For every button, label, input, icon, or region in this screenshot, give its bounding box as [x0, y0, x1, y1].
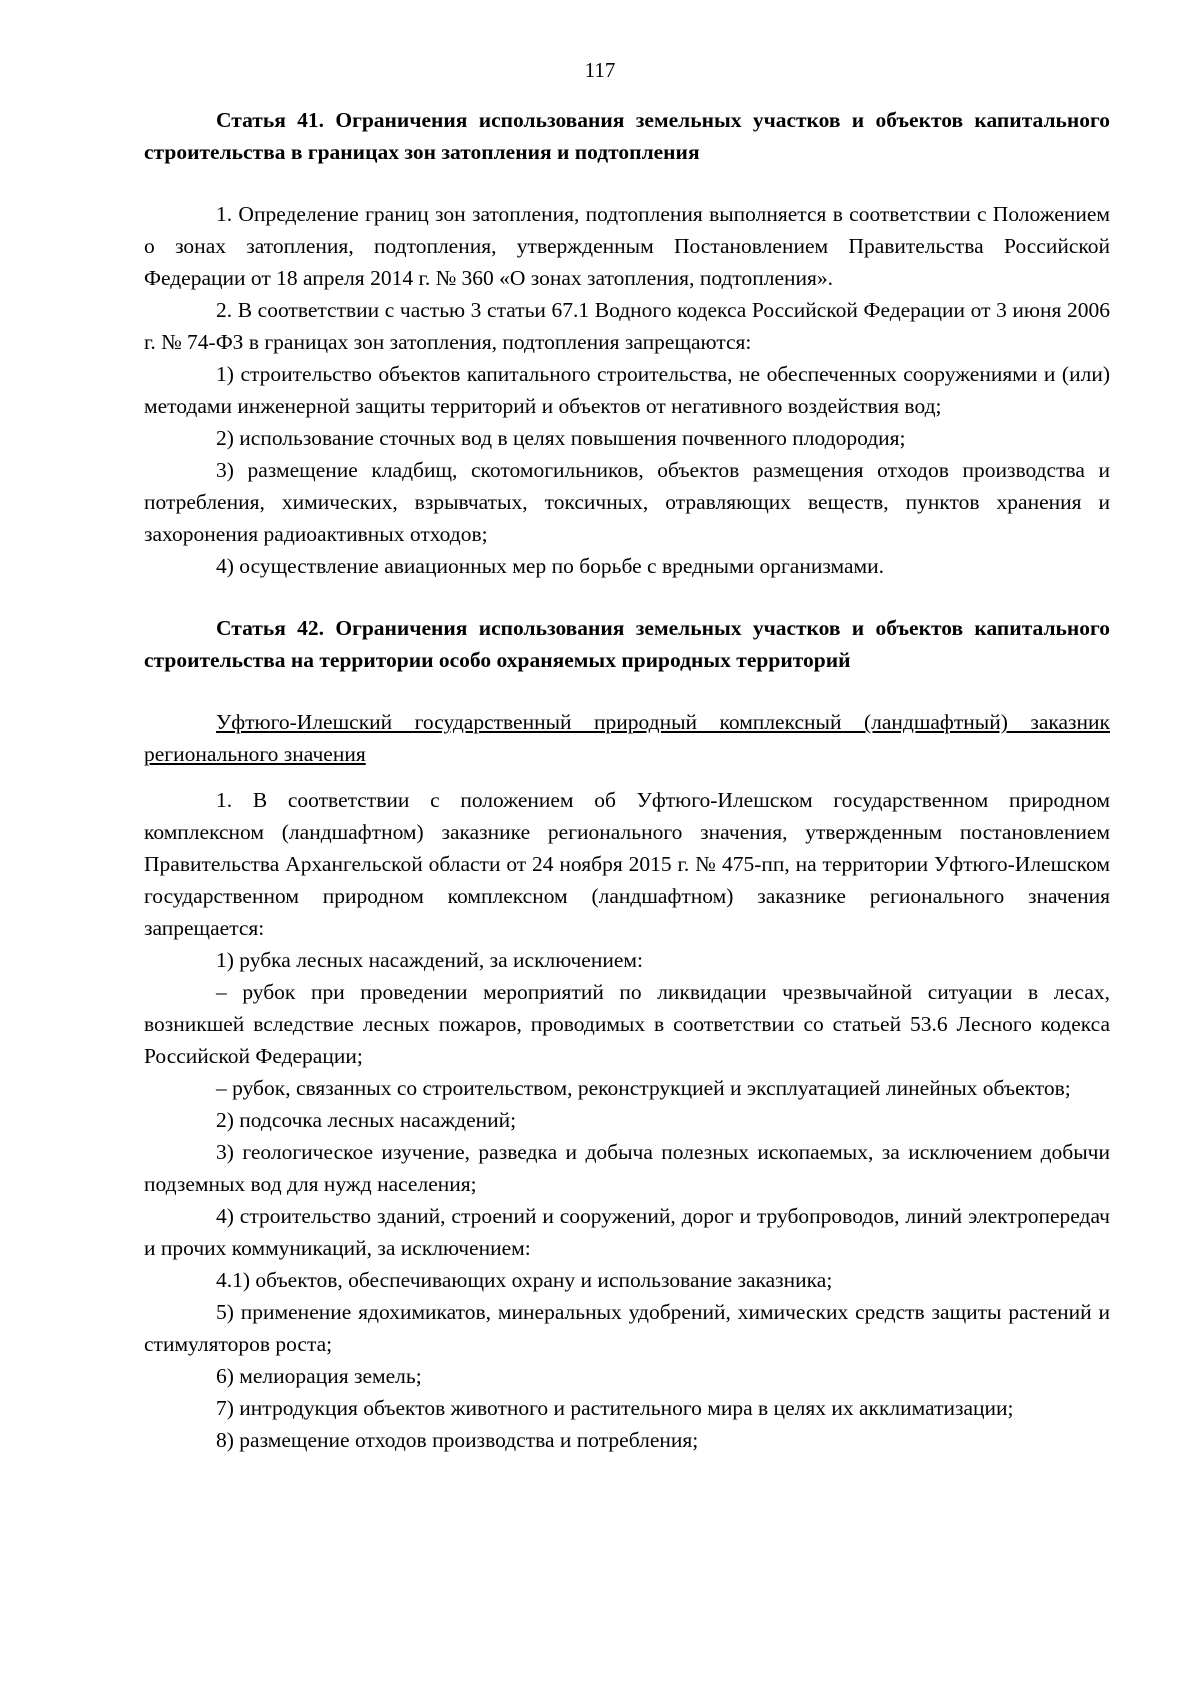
- article-42-paragraph: 6) мелиорация земель;: [216, 1364, 422, 1388]
- article-41-paragraph: 2) использование сточных вод в целях повышения почвенного плодородия;: [216, 426, 906, 450]
- article-41-paragraph: 2. В соответствии с частью 3 статьи 67.1 Водного кодекса Российской Федерации от 3 июня 2006 г. № 74-ФЗ в границах зон затопления, подтопления запрещаются:: [144, 298, 1110, 354]
- article-42-paragraph: 4) строительство зданий, строений и сооружений, дорог и трубопроводов, линий электропередач и прочих коммуникаций, за исключением:: [144, 1204, 1110, 1260]
- article-41-paragraph: 4) осуществление авиационных мер по борьбе с вредными организмами.: [216, 554, 885, 578]
- article-42-paragraph: 2) подсочка лесных насаждений;: [216, 1108, 517, 1132]
- article-42: [144, 612, 1110, 1456]
- article-42-title: Статья 42. Ограничения использования земельных участков и объектов капитального строительства на территории особо охраняемых природных территорий: [144, 616, 1110, 672]
- article-42-paragraph: 3) геологическое изучение, разведка и добыча полезных ископаемых, за исключением добычи подземных вод для нужд населения;: [144, 1140, 1110, 1196]
- article-41-paragraph: 3) размещение кладбищ, скотомогильников, объектов размещения отходов производства и потребления, химических, взрывчатых, токсичных, отравляющих веществ, пунктов хранения и захоронения радиоактивных отходов;: [144, 458, 1110, 546]
- article-42-paragraph: 1. В соответствии с положением об Уфтюго-Илешском государственном природном комплексном (ландшафтном) заказнике регионального значения, утвержденным постановлением Правительства Архангельской области от 24 ноября 2015 г. № 475-пп, на территории Уфтюго-Илешском государственном природном комплексном (ландшафтном) заказнике регионального значения запрещается:: [144, 788, 1110, 940]
- article-42-paragraph: 4.1) объектов, обеспечивающих охрану и использование заказника;: [216, 1268, 833, 1292]
- article-41: [144, 104, 1110, 582]
- article-42-paragraph: 7) интродукция объектов животного и растительного мира в целях их акклиматизации;: [216, 1396, 1014, 1420]
- page-number: 117: [584, 58, 616, 82]
- article-42-paragraph: 8) размещение отходов производства и потребления;: [216, 1428, 699, 1452]
- article-42-paragraph: – рубок при проведении мероприятий по ликвидации чрезвычайной ситуации в лесах, возникшей вследствие лесных пожаров, проводимых в соответствии со статьей 53.6 Лесного кодекса Российской Федерации;: [144, 980, 1110, 1068]
- article-41-paragraph: 1) строительство объектов капитального строительства, не обеспеченных сооружениями и (или) методами инженерной защиты территорий и объектов от негативного воздействия вод;: [144, 362, 1110, 418]
- article-42-paragraph: 5) применение ядохимикатов, минеральных удобрений, химических средств защиты растений и стимуляторов роста;: [144, 1300, 1110, 1356]
- article-41-title: Статья 41. Ограничения использования земельных участков и объектов капитального строительства в границах зон затопления и подтопления: [144, 108, 1110, 164]
- article-42-paragraph: 1) рубка лесных насаждений, за исключением:: [216, 948, 643, 972]
- document-body: [144, 104, 1110, 1456]
- reserve-subheading: Уфтюго-Илешский государственный природный комплексный (ландшафтный) заказник регионального значения: [144, 710, 1110, 766]
- article-41-paragraph: 1. Определение границ зон затопления, подтопления выполняется в соответствии с Положением о зонах затопления, подтопления, утвержденным Постановлением Правительства Российской Федерации от 18 апреля 2014 г. № 360 «О зонах затопления, подтопления».: [144, 202, 1110, 290]
- article-42-paragraph: – рубок, связанных со строительством, реконструкцией и эксплуатацией линейных объектов;: [216, 1076, 1071, 1100]
